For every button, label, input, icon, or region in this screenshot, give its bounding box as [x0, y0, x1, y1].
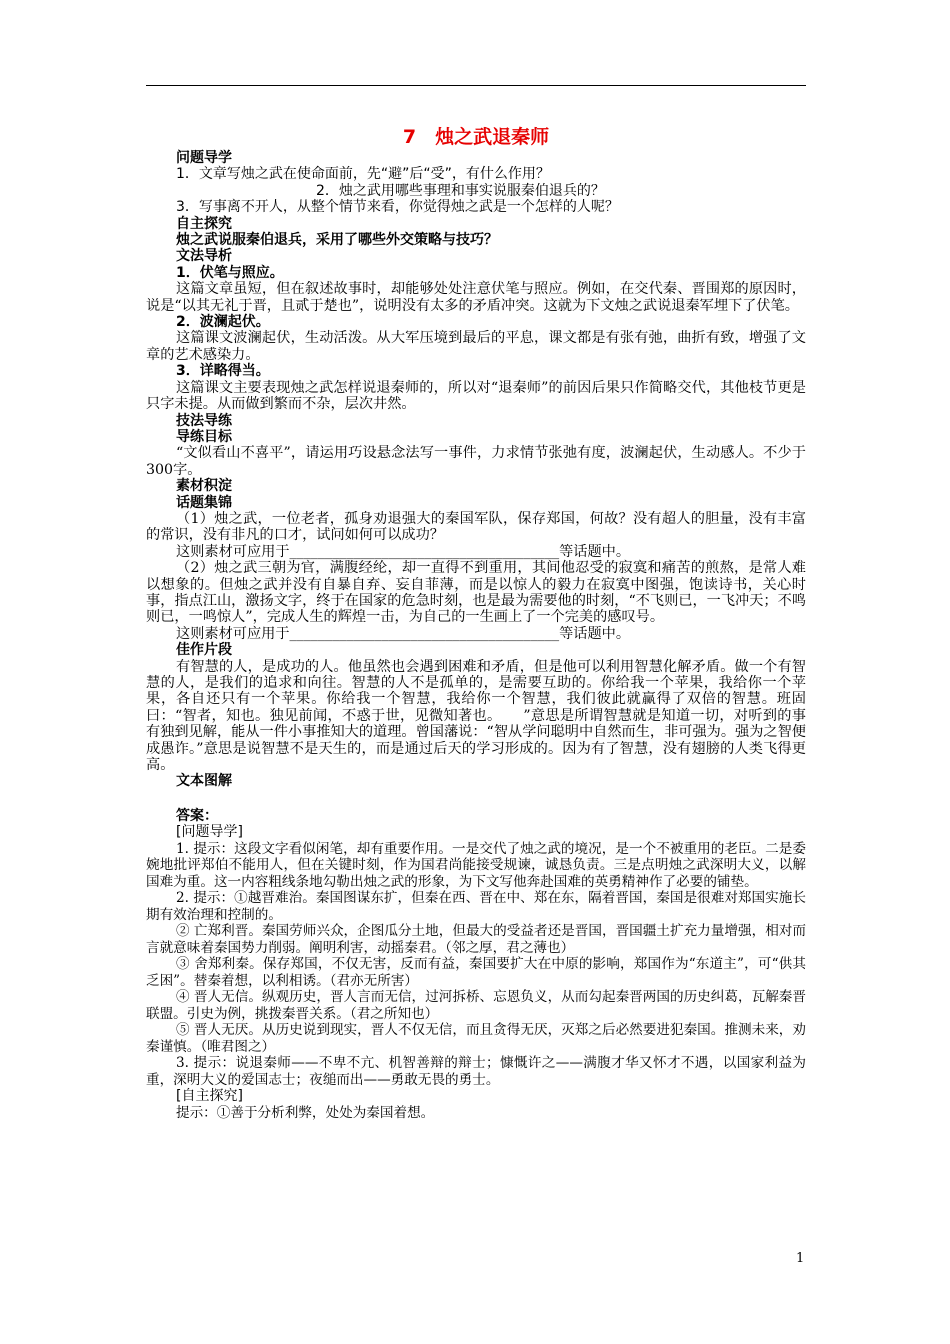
- answer-2-point-4: ④ 晋人无信。纵观历史，晋人言而无信，过河拆桥、忘恩负义，从而勾起秦晋两国的历史纠葛，瓦解秦晋联盟。引史为例，挑拨秦晋关系。（君之所知也）: [146, 989, 806, 1022]
- wenfa-point-1-text: 这篇文章虽短，但在叙述故事时，却能够处处注意伏笔与照应。例如，在交代秦、晋围郑的原因时，说是“以其无礼于晋，且贰于楚也”，说明没有太多的矛盾冲突。这就为下文烛之武说退秦军埋下了伏笔。: [146, 281, 806, 314]
- answer-2-point-5: ⑤ 晋人无厌。从历史说到现实，晋人不仅无信，而且贪得无厌，灭郑之后必然要进犯秦国。推测未来，劝秦谨慎。（唯君图之）: [146, 1022, 806, 1055]
- answer-zizhu: 提示：①善于分析利弊，处处为秦国着想。: [176, 1104, 435, 1121]
- question-2: 2．烛之武用哪些事理和事实说服秦伯退兵的？: [316, 182, 605, 199]
- material-1-use: 这则素材可应用于______________________________________等话题中。: [176, 543, 631, 560]
- section-heading-huati: 话题集锦: [176, 494, 232, 511]
- section-heading-wenfa: 文法导析: [176, 248, 232, 265]
- section-heading-sucai: 素材积淀: [176, 478, 232, 495]
- zizhu-question: 烛之武说服秦伯退兵，采用了哪些外交策略与技巧？: [176, 232, 498, 249]
- section-heading-tujie: 文本图解: [176, 773, 232, 790]
- answer-1: 1. 提示：这段文字看似闲笔，却有重要作用。一是交代了烛之武的境况，是一个不被重用的老臣。二是委婉地批评郑伯不能用人，但在关键时刻，作为国君尚能接受规谏，诚恳负责。三是点明烛之武深明大义，以解国难为重。这一内容粗线条地勾勒出烛之武的形象，为下文写他奔赴国难的英勇精神作了必要的铺垫。: [146, 840, 806, 890]
- page-title: 7 烛之武退秦师: [402, 126, 550, 148]
- wenfa-point-2-title: 2．波澜起伏。: [176, 314, 270, 331]
- diagram-space: [146, 790, 806, 808]
- material-2-use: 这则素材可应用于______________________________________等话题中。: [176, 625, 631, 642]
- wenfa-point-3-title: 3．详略得当。: [176, 363, 270, 380]
- section-heading-jifa: 技法导练: [176, 412, 232, 429]
- answer-3: 3. 提示：说退秦师——不卑不亢、机智善辩的辩士；慷慨许之——满腹才华又怀才不遇，以国家利益为重，深明大义的爱国志士；夜缒而出——勇敢无畏的勇士。: [146, 1055, 806, 1088]
- wenfa-point-1-title: 1．伏笔与照应。: [176, 264, 284, 281]
- question-1: 1．文章写烛之武在使命面前，先“避”后“受”，有什么作用？: [176, 166, 550, 183]
- document-body: [146, 126, 806, 1121]
- section-heading-zizhu: 自主探究: [176, 215, 232, 232]
- answers-zizhu-tag: [自主探究]: [176, 1088, 243, 1105]
- wenfa-point-2-text: 这篇课文波澜起伏，生动活泼。从大军压境到最后的平息，课文都是有张有弛，曲折有致，增强了文章的艺术感染力。: [146, 330, 806, 363]
- header-rule: [146, 85, 806, 86]
- answer-2-point-1: 2. 提示：①越晋难治。秦国图谋东扩，但秦在西、晋在中、郑在东，隔着晋国，秦国是很难对郑国实施长期有效治理和控制的。: [146, 890, 806, 923]
- jiazuo-text: 有智慧的人，是成功的人。他虽然也会遇到困难和矛盾，但是他可以利用智慧化解矛盾。做一个有智慧的人，是我们的追求和向往。智慧的人不是孤单的，是需要互助的。你给我一个苹果，我给你一个苹果，各自还只有一个苹果。你给我一个智慧，我给你一个智慧，我们彼此就赢得了双倍的智慧。班固曰：“智者，知也。独见前闻，不惑于世，见微知著也。 ”意思是所谓智慧就是知道一切，对听到的事有独到见解，能从一件小事推知大的道理。曾国藩说：“智从学问聪明中自然而生，非可强为。强为之智便成愚诈。”意思是说智慧不是天生的，而是通过后天的学习形成的。因为有了智慧，没有翅膀的人类飞得更高。: [146, 658, 806, 774]
- daolian-text: “文似看山不喜平”，请运用巧设悬念法写一事件，力求情节张弛有度，波澜起伏，生动感人。不少于300字。: [146, 445, 806, 478]
- answers-wenti-tag: [问题导学]: [176, 824, 243, 841]
- answers-heading: 答案：: [176, 807, 218, 824]
- section-heading-jiazuo: 佳作片段: [176, 642, 232, 659]
- wenfa-point-3-text: 这篇课文主要表现烛之武怎样说退秦师的，所以对“退秦师”的前因后果只作简略交代，其他枝节更是只字未提。从而做到繁而不杂，层次井然。: [146, 379, 806, 413]
- material-2-text: （2）烛之武三朝为官，满腹经纶，却一直得不到重用，其间他忍受的寂寞和痛苦的煎熬，是常人难以想象的。但烛之武并没有自暴自弃、妄自菲薄，而是以惊人的毅力在寂寞中图强，饱读诗书，关心时事，指点江山，激扬文字，终于在国家的危急时刻，也是最为需要他的时刻，“不飞则已，一飞冲天；不鸣则已，一鸣惊人”，完成人生的辉煌一击，为自己的一生画上了一个完美的感叹号。: [146, 560, 806, 626]
- question-3: 3．写事离不开人，从整个情节来看，你觉得烛之武是一个怎样的人呢？: [176, 199, 619, 216]
- page-number: 1: [796, 1251, 805, 1266]
- answer-2-point-3: ③ 舍郑利秦。保存郑国，不仅无害，反而有益，秦国要扩大在中原的影响，郑国作为“东道主”，可“供其乏困”。替秦着想，以利相诱。（君亦无所害）: [146, 956, 806, 989]
- answer-2-point-2: ② 亡郑利晋。秦国劳师兴众，企图瓜分土地，但最大的受益者还是晋国，晋国疆土扩充力量增强，相对而言就意味着秦国势力削弱。阐明利害，动摇秦君。（邻之厚，君之薄也）: [146, 923, 806, 956]
- section-heading-daolian: 导练目标: [176, 428, 232, 445]
- section-heading-wenti: 问题导学: [176, 150, 232, 166]
- material-1-text: （1）烛之武，一位老者，孤身劝退强大的秦国军队，保存郑国，何故？没有超人的胆量，没有丰富的常识，没有非凡的口才，试问如何可以成功？: [146, 510, 806, 544]
